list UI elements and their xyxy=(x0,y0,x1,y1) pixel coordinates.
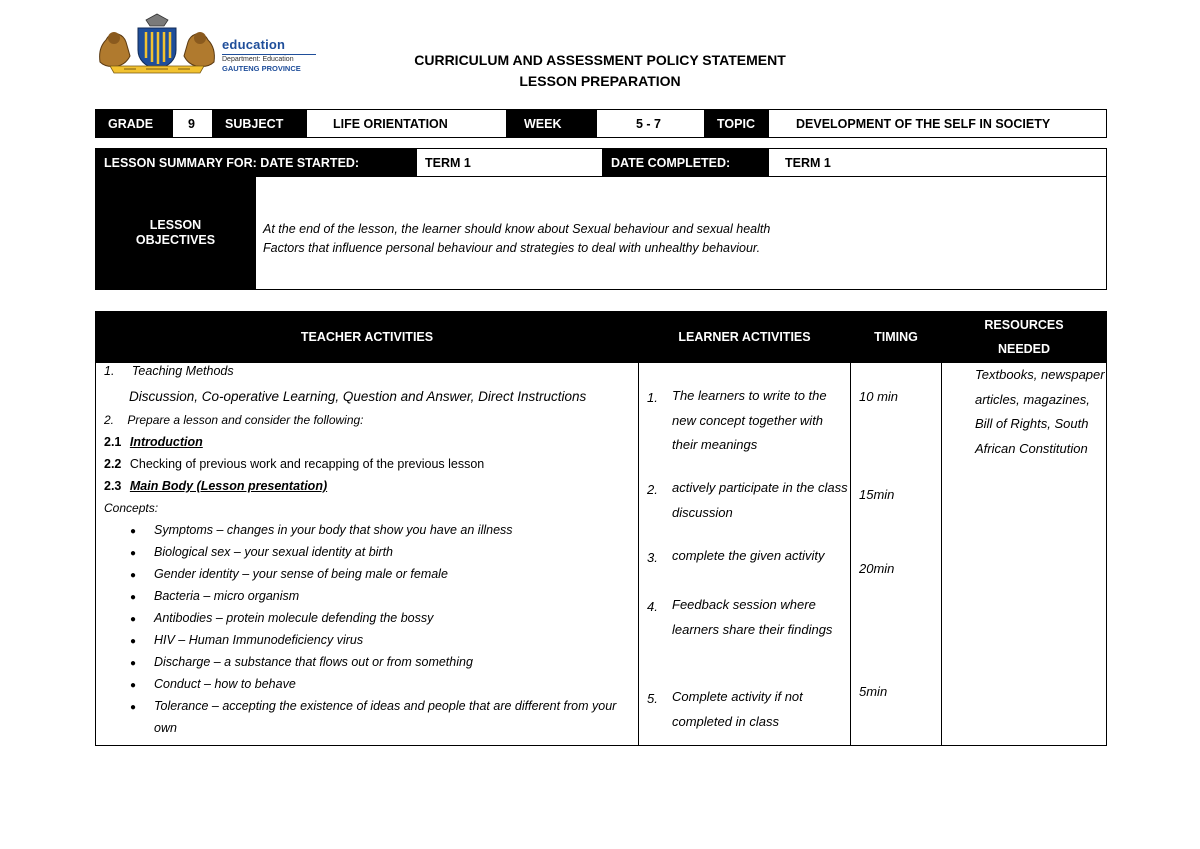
learner-item: Feedback session where learners share their findings xyxy=(672,597,833,637)
concept-item: Biological sex – your sexual identity at birth xyxy=(154,545,394,559)
date-completed-value: TERM 1 xyxy=(769,149,1107,177)
objectives-label-line2: OBJECTIVES xyxy=(135,233,216,247)
concept-item: Tolerance – accepting the existence of ideas and people that are different from your xyxy=(154,699,617,713)
objectives-label xyxy=(96,177,256,290)
teacher-item-2-num: 2. xyxy=(104,413,115,427)
resources-header-line2: NEEDED xyxy=(997,342,1051,356)
learner-item-num: 5. xyxy=(647,691,658,706)
section-2-3-title: Main Body (Lesson presentation) xyxy=(129,479,328,493)
section-2-1-title: Introduction xyxy=(129,435,203,449)
document-title: CURRICULUM AND ASSESSMENT POLICY STATEMENT xyxy=(414,52,786,68)
concept-item: Conduct – how to behave xyxy=(154,677,296,691)
section-2-1 xyxy=(104,435,203,449)
timing-cell xyxy=(851,363,942,746)
bullet-icon: ● xyxy=(130,636,137,647)
document-subtitle: LESSON PREPARATION xyxy=(519,73,681,89)
bullet-icon: ● xyxy=(130,592,137,603)
timing-value: 5min xyxy=(859,684,888,699)
learner-activities-header: LEARNER ACTIVITIES xyxy=(639,312,851,363)
section-2-2 xyxy=(104,457,484,471)
concept-item: Symptoms – changes in your body that show you have an illness xyxy=(154,523,513,537)
lesson-summary-table xyxy=(95,148,1107,290)
grade-value: 9 xyxy=(173,110,213,138)
concept-item: Gender identity – your sense of being male or female xyxy=(154,567,448,581)
concept-item: Discharge – a substance that flows out or from something xyxy=(154,655,473,669)
logo-department: Department: Education xyxy=(222,56,294,63)
concept-item: HIV – Human Immunodeficiency virus xyxy=(154,633,364,647)
teacher-item-2-text: Prepare a lesson and consider the following: xyxy=(127,413,364,427)
teacher-item-1-num: 1. xyxy=(104,364,115,378)
topic-label: TOPIC xyxy=(705,110,769,138)
objectives-line1: At the end of the lesson, the learner should know about Sexual behaviour and sexual health xyxy=(263,222,771,236)
section-2-1-num: 2.1 xyxy=(104,435,122,449)
learner-item: Complete activity if not completed in class xyxy=(672,689,803,729)
section-2-2-text: Checking of previous work and recapping of the previous lesson xyxy=(129,457,485,471)
lesson-info-table xyxy=(95,109,1107,138)
subject-label: SUBJECT xyxy=(213,110,307,138)
date-completed-label: DATE COMPLETED: xyxy=(603,149,769,177)
week-label: WEEK xyxy=(507,110,597,138)
bullet-icon: ● xyxy=(130,548,137,559)
concept-item-continued: own xyxy=(154,721,177,735)
activities-table xyxy=(95,311,1107,746)
section-2-2-num: 2.2 xyxy=(104,457,122,471)
learner-item: actively participate in the class discussion xyxy=(672,480,848,520)
bullet-icon: ● xyxy=(130,570,137,581)
section-2-3 xyxy=(104,479,327,493)
learner-activities-cell xyxy=(639,363,851,746)
resources-text: Textbooks, newspaper articles, magazines, Bill of Rights, South African Constitution xyxy=(975,367,1105,456)
teacher-activities-cell xyxy=(96,363,639,746)
timing-value: 15min xyxy=(859,487,895,502)
section-2-3-num: 2.3 xyxy=(104,479,122,493)
subject-value: LIFE ORIENTATION xyxy=(307,110,507,138)
objectives-line2: Factors that influence personal behaviour and strategies to deal with unhealthy behaviour. xyxy=(263,241,761,255)
learner-item-num: 4. xyxy=(647,599,658,614)
topic-value: DEVELOPMENT OF THE SELF IN SOCIETY xyxy=(769,110,1107,138)
learner-item: complete the given activity xyxy=(672,548,825,563)
learner-item-num: 1. xyxy=(647,390,658,405)
teacher-item-1-text: Teaching Methods xyxy=(131,364,234,378)
learner-item-num: 3. xyxy=(647,550,658,565)
logo-province: GAUTENG PROVINCE xyxy=(222,64,301,73)
grade-label: GRADE xyxy=(96,110,173,138)
bullet-icon: ● xyxy=(130,702,137,713)
coat-of-arms-icon xyxy=(96,12,218,74)
gauteng-education-logo xyxy=(96,12,326,74)
week-value: 5 - 7 xyxy=(597,110,705,138)
teacher-item-2 xyxy=(104,413,364,427)
bullet-icon: ● xyxy=(130,680,137,691)
bullet-icon: ● xyxy=(130,614,137,625)
concepts-label: Concepts: xyxy=(104,501,159,515)
objectives-text xyxy=(256,177,1107,290)
summary-label: LESSON SUMMARY FOR: DATE STARTED: xyxy=(96,149,417,177)
logo-wordmark: education xyxy=(222,37,286,52)
teacher-activities-header: TEACHER ACTIVITIES xyxy=(96,312,639,363)
teacher-item-1 xyxy=(104,364,234,378)
bullet-icon: ● xyxy=(130,658,137,669)
learner-item-num: 2. xyxy=(647,482,658,497)
timing-value: 10 min xyxy=(859,389,899,404)
teaching-methods: Discussion, Co-operative Learning, Question and Answer, Direct Instructions xyxy=(129,389,587,404)
resources-cell xyxy=(942,363,1107,746)
concept-item: Bacteria – micro organism xyxy=(154,589,300,603)
timing-value: 20min xyxy=(859,561,895,576)
date-started-value: TERM 1 xyxy=(417,149,603,177)
concept-item: Antibodies – protein molecule defending the bossy xyxy=(154,611,434,625)
timing-header: TIMING xyxy=(851,312,942,363)
resources-header-line1: RESOURCES xyxy=(984,318,1064,332)
resources-header xyxy=(942,312,1107,363)
bullet-icon: ● xyxy=(130,526,137,537)
objectives-label-line1: LESSON xyxy=(149,218,202,232)
learner-item: The learners to write to the new concept together with their meanings xyxy=(672,388,827,453)
